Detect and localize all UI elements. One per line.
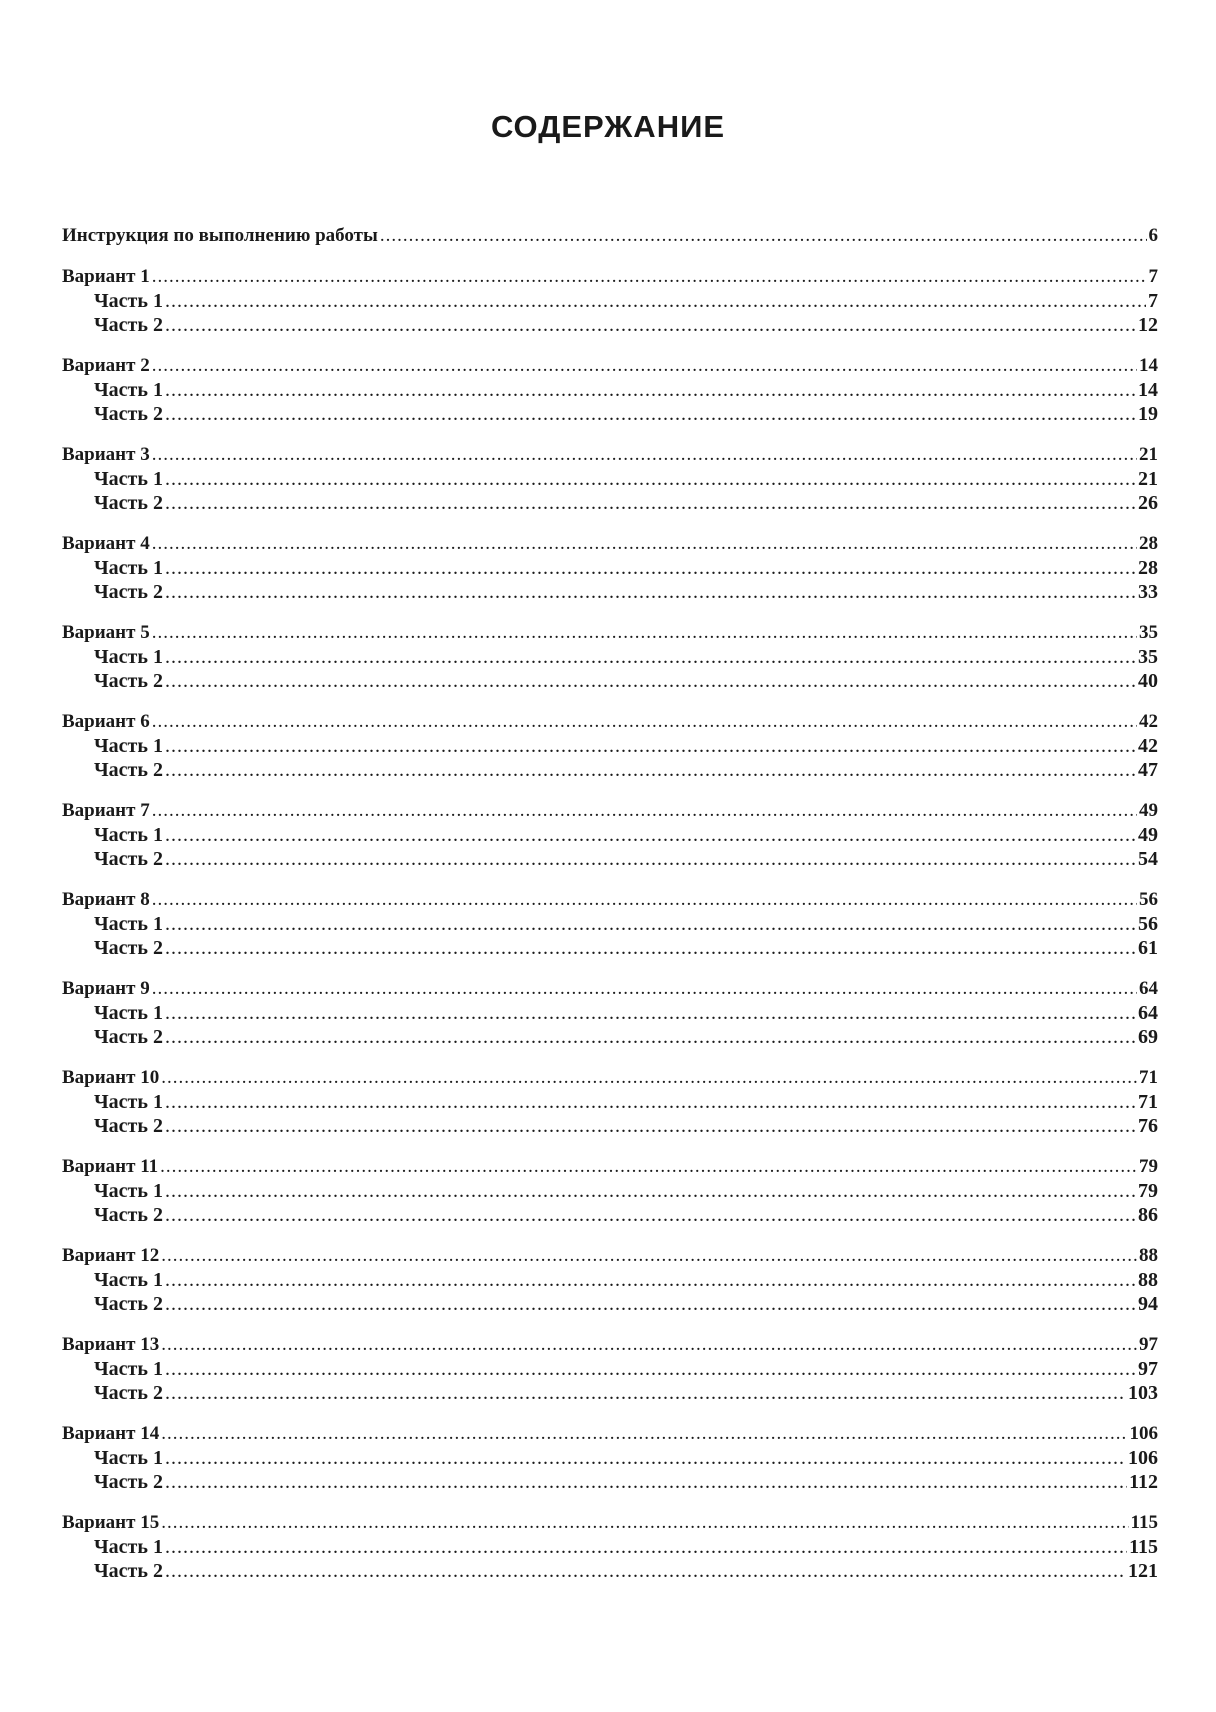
toc-entry-page: 35: [1138, 646, 1158, 668]
toc-entry-page: 97: [1138, 1358, 1158, 1380]
dot-leader: [161, 1244, 1137, 1268]
toc-entry-variant-14[interactable]: [62, 1422, 1158, 1446]
toc-entry-variant-15-part-2[interactable]: [62, 1559, 1158, 1583]
toc-entry-variant-12-part-1[interactable]: [62, 1268, 1158, 1292]
toc-entry-label: Часть 2: [94, 492, 163, 514]
toc-entry-variant-1-part-2[interactable]: [62, 313, 1158, 337]
toc-entry-label: Вариант 13: [62, 1334, 160, 1355]
toc-entry-variant-2-part-2[interactable]: [62, 402, 1158, 426]
dot-leader: [165, 491, 1136, 515]
dot-leader: [165, 313, 1136, 337]
toc-entry-variant-9-part-2[interactable]: [62, 1025, 1158, 1049]
toc-entry-variant-5-part-1[interactable]: [62, 645, 1158, 669]
toc-entry-variant-13-part-1[interactable]: [62, 1357, 1158, 1381]
toc-entry-label: Вариант 7: [62, 800, 150, 821]
toc-entry-variant-3-part-1[interactable]: [62, 467, 1158, 491]
toc-group-variant-14: [62, 1422, 1158, 1494]
dot-leader: [161, 1511, 1128, 1535]
dot-leader: [152, 977, 1137, 1001]
toc-entry-page: 54: [1138, 848, 1158, 870]
toc-group-variant-15: [62, 1511, 1158, 1583]
dot-leader: [165, 378, 1136, 402]
toc-entry-label: Вариант 8: [62, 889, 150, 910]
toc-entry-page: 21: [1139, 444, 1158, 465]
toc-entry-label: Часть 1: [94, 913, 163, 935]
toc-entry-variant-8[interactable]: [62, 888, 1158, 912]
toc-entry-label: Вариант 10: [62, 1067, 160, 1088]
toc-entry-page: 33: [1138, 581, 1158, 603]
toc-entry-label: Вариант 12: [62, 1245, 160, 1266]
dot-leader: [152, 888, 1137, 912]
toc-entry-variant-11-part-1[interactable]: [62, 1179, 1158, 1203]
toc-group-variant-2: [62, 354, 1158, 426]
dot-leader: [165, 580, 1136, 604]
toc-entry-label: Часть 1: [94, 1358, 163, 1380]
dot-leader: [165, 1268, 1136, 1292]
toc-entry-label: Часть 2: [94, 581, 163, 603]
toc-entry-label: Часть 2: [94, 848, 163, 870]
dot-leader: [152, 621, 1137, 645]
toc-entry-label: Часть 1: [94, 1180, 163, 1202]
dot-leader: [165, 1001, 1136, 1025]
toc-group-variant-6: [62, 710, 1158, 782]
toc-entry-label: Вариант 3: [62, 444, 150, 465]
dot-leader: [165, 1357, 1136, 1381]
dot-leader: [152, 354, 1137, 378]
toc-entry-variant-6-part-2[interactable]: [62, 758, 1158, 782]
toc-entry-variant-5-part-2[interactable]: [62, 669, 1158, 693]
toc-entry-instruction[interactable]: [62, 224, 1158, 248]
toc-entry-variant-3-part-2[interactable]: [62, 491, 1158, 515]
toc-entry-variant-4-part-2[interactable]: [62, 580, 1158, 604]
toc-entry-page: 35: [1139, 622, 1158, 643]
toc-entry-label: Часть 1: [94, 646, 163, 668]
toc-entry-page: 12: [1138, 314, 1158, 336]
toc-group-variant-1: [62, 265, 1158, 337]
toc-group-variant-5: [62, 621, 1158, 693]
toc-entry-label: Часть 2: [94, 1293, 163, 1315]
toc-entry-variant-10-part-2[interactable]: [62, 1114, 1158, 1138]
toc-entry-label: Часть 2: [94, 314, 163, 336]
toc-entry-page: 64: [1139, 978, 1158, 999]
dot-leader: [165, 1203, 1136, 1227]
toc-entry-page: 97: [1139, 1334, 1158, 1355]
toc-entry-label: Часть 2: [94, 670, 163, 692]
toc-entry-label: Часть 1: [94, 379, 163, 401]
toc-entry-page: 28: [1138, 557, 1158, 579]
dot-leader: [165, 1381, 1126, 1405]
toc-entry-variant-14-part-1[interactable]: [62, 1446, 1158, 1470]
dot-leader: [165, 556, 1136, 580]
toc-entry-page: 14: [1138, 379, 1158, 401]
toc-entry-variant-8-part-1[interactable]: [62, 912, 1158, 936]
dot-leader: [152, 265, 1147, 289]
toc-entry-label: Часть 2: [94, 1204, 163, 1226]
toc-group-variant-3: [62, 443, 1158, 515]
toc-entry-label: Вариант 15: [62, 1512, 160, 1533]
toc-entry-variant-11-part-2[interactable]: [62, 1203, 1158, 1227]
dot-leader: [165, 1292, 1136, 1316]
dot-leader: [165, 402, 1136, 426]
toc-entry-label: Часть 1: [94, 557, 163, 579]
toc-entry-label: Вариант 11: [62, 1156, 159, 1177]
toc-entry-variant-7-part-1[interactable]: [62, 823, 1158, 847]
toc-entry-page: 112: [1129, 1471, 1158, 1493]
toc-entry-variant-10[interactable]: [62, 1066, 1158, 1090]
toc-entry-variant-4[interactable]: [62, 532, 1158, 556]
toc-group-variant-11: [62, 1155, 1158, 1227]
toc-entry-variant-14-part-2[interactable]: [62, 1470, 1158, 1494]
toc-entry-label: Вариант 5: [62, 622, 150, 643]
toc-entry-variant-8-part-2[interactable]: [62, 936, 1158, 960]
toc-entry-page: 21: [1138, 468, 1158, 490]
toc-group-variant-10: [62, 1066, 1158, 1138]
toc-entry-page: 56: [1139, 889, 1158, 910]
toc-entry-label: Инструкция по выполнению работы: [62, 225, 378, 246]
toc-entry-variant-12[interactable]: [62, 1244, 1158, 1268]
toc-entry-label: Вариант 14: [62, 1423, 160, 1444]
toc-entry-label: Вариант 6: [62, 711, 150, 732]
toc-entry-page: 71: [1138, 1091, 1158, 1113]
toc-entry-page: 69: [1138, 1026, 1158, 1048]
toc-entry-label: Вариант 1: [62, 266, 150, 287]
toc-entry-page: 79: [1139, 1156, 1158, 1177]
toc-entry-page: 88: [1138, 1269, 1158, 1291]
toc-entry-label: Часть 2: [94, 937, 163, 959]
dot-leader: [165, 467, 1136, 491]
dot-leader: [165, 847, 1136, 871]
toc-entry-variant-6[interactable]: [62, 710, 1158, 734]
toc-entry-page: 42: [1139, 711, 1158, 732]
dot-leader: [152, 799, 1137, 823]
toc-entry-label: Часть 2: [94, 1560, 163, 1582]
toc-group-variant-7: [62, 799, 1158, 871]
toc-entry-page: 106: [1128, 1447, 1158, 1469]
dot-leader: [161, 1066, 1137, 1090]
toc-entry-page: 49: [1138, 824, 1158, 846]
toc-entry-variant-15[interactable]: [62, 1511, 1158, 1535]
toc-entry-label: Часть 1: [94, 290, 163, 312]
toc-entry-variant-11[interactable]: [62, 1155, 1158, 1179]
dot-leader: [152, 710, 1137, 734]
toc-entry-page: 106: [1129, 1423, 1158, 1444]
dot-leader: [152, 443, 1137, 467]
dot-leader: [380, 224, 1147, 248]
toc-entry-label: Часть 1: [94, 1536, 163, 1558]
dot-leader: [165, 758, 1136, 782]
dot-leader: [165, 936, 1136, 960]
dot-leader: [165, 645, 1136, 669]
dot-leader: [165, 734, 1136, 758]
dot-leader: [165, 289, 1146, 313]
toc-entry-page: 79: [1138, 1180, 1158, 1202]
toc-entry-page: 42: [1138, 735, 1158, 757]
toc-entry-page: 56: [1138, 913, 1158, 935]
toc-entry-variant-5[interactable]: [62, 621, 1158, 645]
toc-entry-variant-9-part-1[interactable]: [62, 1001, 1158, 1025]
dot-leader: [165, 912, 1136, 936]
toc-entry-page: 7: [1148, 266, 1158, 287]
toc-entry-page: 103: [1128, 1382, 1158, 1404]
dot-leader: [165, 669, 1136, 693]
toc-entry-label: Вариант 9: [62, 978, 150, 999]
toc-entry-variant-10-part-1[interactable]: [62, 1090, 1158, 1114]
toc-entry-page: 26: [1138, 492, 1158, 514]
toc-entry-page: 76: [1138, 1115, 1158, 1137]
dot-leader: [160, 1155, 1137, 1179]
toc-entry-variant-4-part-1[interactable]: [62, 556, 1158, 580]
toc-entry-label: Часть 1: [94, 824, 163, 846]
dot-leader: [165, 1535, 1127, 1559]
toc-entry-variant-7-part-2[interactable]: [62, 847, 1158, 871]
page-title: СОДЕРЖАНИЕ: [490, 108, 726, 144]
toc-entry-page: 71: [1139, 1067, 1158, 1088]
toc-entry-variant-9[interactable]: [62, 977, 1158, 1001]
toc-entry-variant-1[interactable]: [62, 265, 1158, 289]
toc-entry-variant-13[interactable]: [62, 1333, 1158, 1357]
toc-entry-page: 7: [1148, 290, 1158, 312]
toc-entry-variant-15-part-1[interactable]: [62, 1535, 1158, 1559]
toc-entry-page: 115: [1129, 1536, 1158, 1558]
toc-entry-page: 64: [1138, 1002, 1158, 1024]
dot-leader: [165, 1025, 1136, 1049]
toc-entry-page: 49: [1139, 800, 1158, 821]
toc-entry-variant-3[interactable]: [62, 443, 1158, 467]
toc-entry-label: Часть 1: [94, 1002, 163, 1024]
toc-entry-label: Часть 1: [94, 1447, 163, 1469]
toc-entry-variant-12-part-2[interactable]: [62, 1292, 1158, 1316]
dot-leader: [161, 1422, 1127, 1446]
toc-entry-variant-2-part-1[interactable]: [62, 378, 1158, 402]
toc-entry-page: 14: [1139, 355, 1158, 376]
toc-entry-page: 28: [1139, 533, 1158, 554]
toc-entry-label: Часть 1: [94, 1269, 163, 1291]
toc-entry-label: Часть 1: [94, 735, 163, 757]
toc-entry-label: Вариант 2: [62, 355, 150, 376]
dot-leader: [165, 1446, 1126, 1470]
toc-entry-label: Часть 2: [94, 1115, 163, 1137]
toc-entry-label: Часть 2: [94, 759, 163, 781]
toc-entry-variant-7[interactable]: [62, 799, 1158, 823]
toc-entry-page: 47: [1138, 759, 1158, 781]
toc-group-variant-13: [62, 1333, 1158, 1405]
toc-entry-page: 19: [1138, 403, 1158, 425]
dot-leader: [165, 1090, 1136, 1114]
toc-entry-page: 94: [1138, 1293, 1158, 1315]
dot-leader: [165, 1470, 1127, 1494]
dot-leader: [161, 1333, 1137, 1357]
toc-entry-variant-1-part-1[interactable]: [62, 289, 1158, 313]
toc-group-variant-8: [62, 888, 1158, 960]
toc-group-variant-9: [62, 977, 1158, 1049]
toc-entry-variant-13-part-2[interactable]: [62, 1381, 1158, 1405]
toc-entry-label: Часть 2: [94, 403, 163, 425]
toc-entry-page: 40: [1138, 670, 1158, 692]
dot-leader: [165, 1114, 1136, 1138]
toc-entry-page: 86: [1138, 1204, 1158, 1226]
toc-entry-page: 6: [1148, 225, 1158, 246]
toc-entry-page: 88: [1139, 1245, 1158, 1266]
toc-entry-page: 115: [1130, 1512, 1158, 1533]
dot-leader: [165, 1179, 1136, 1203]
dot-leader: [165, 1559, 1126, 1583]
toc-entry-variant-6-part-1[interactable]: [62, 734, 1158, 758]
toc-entry-variant-2[interactable]: [62, 354, 1158, 378]
toc-entry-page: 121: [1128, 1560, 1158, 1582]
toc-entry-label: Часть 2: [94, 1382, 163, 1404]
toc-entry-label: Вариант 4: [62, 533, 150, 554]
table-of-contents: [62, 224, 1158, 1583]
toc-group-variant-12: [62, 1244, 1158, 1316]
toc-entry-page: 61: [1138, 937, 1158, 959]
toc-entry-label: Часть 1: [94, 1091, 163, 1113]
dot-leader: [165, 823, 1136, 847]
dot-leader: [152, 532, 1137, 556]
toc-entry-label: Часть 2: [94, 1471, 163, 1493]
toc-entry-label: Часть 2: [94, 1026, 163, 1048]
variant-list: [62, 265, 1158, 1583]
toc-entry-label: Часть 1: [94, 468, 163, 490]
toc-group-variant-4: [62, 532, 1158, 604]
